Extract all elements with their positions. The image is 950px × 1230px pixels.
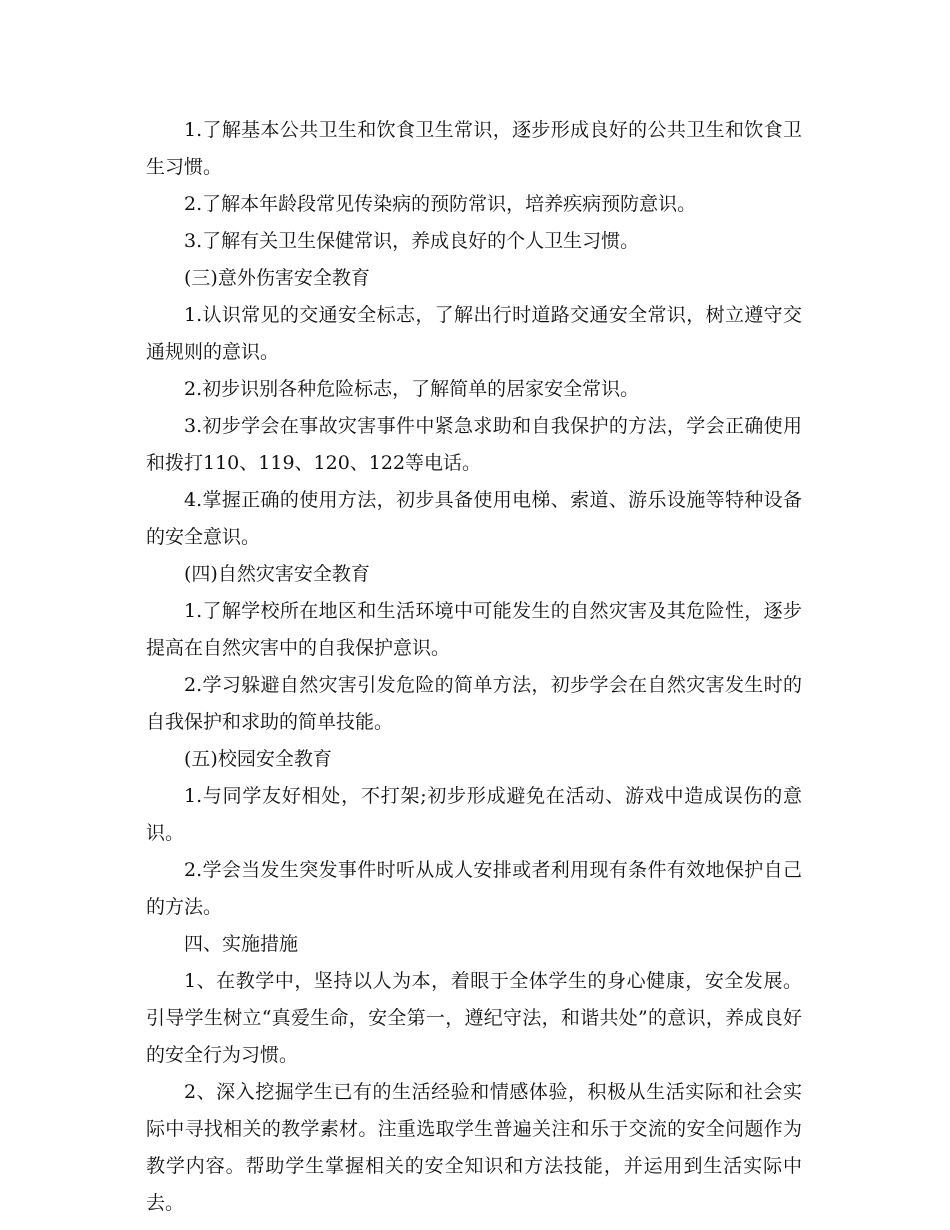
section-heading-campus-safety: (五)校园安全教育 bbox=[184, 748, 332, 770]
paragraph-accident-4: 4.掌握正确的使用方法，初步具备使用电梯、索道、游乐设施等特种设备的安全意识。 bbox=[146, 489, 802, 548]
paragraph-campus-1: 1.与同学友好相处，不打架;初步形成避免在活动、游戏中造成误伤的意识。 bbox=[146, 785, 802, 844]
paragraph-hygiene-1: 1.了解基本公共卫生和饮食卫生常识，逐步形成良好的公共卫生和饮食卫生习惯。 bbox=[146, 119, 802, 178]
paragraph-campus-2: 2.学会当发生突发事件时听从成人安排或者利用现有条件有效地保护自己的方法。 bbox=[146, 859, 802, 918]
paragraph-hygiene-2: 2.了解本年龄段常见传染病的预防常识，培养疾病预防意识。 bbox=[184, 193, 697, 215]
paragraph-disaster-1: 1.了解学校所在地区和生活环境中可能发生的自然灾害及其危险性，逐步提高在自然灾害中的自我保护意识。 bbox=[146, 600, 802, 659]
section-heading-accident-safety: (三)意外伤害安全教育 bbox=[184, 267, 370, 289]
section-heading-natural-disaster: (四)自然灾害安全教育 bbox=[184, 563, 370, 585]
document-body bbox=[146, 112, 802, 1222]
paragraph-accident-3: 3.初步学会在事故灾害事件中紧急求助和自我保护的方法，学会正确使用和拨打110、119、120、122等电话。 bbox=[146, 415, 802, 474]
paragraph-measures-1: 1、在教学中，坚持以人为本，着眼于全体学生的身心健康，安全发展。引导学生树立“真爱生命，安全第一，遵纪守法，和谐共处”的意识，养成良好的安全行为习惯。 bbox=[146, 970, 802, 1066]
paragraph-accident-2: 2.初步识别各种危险标志，了解简单的居家安全常识。 bbox=[184, 378, 640, 400]
paragraph-measures-2: 2、深入挖掘学生已有的生活经验和情感体验，积极从生活实际和社会实际中寻找相关的教学素材。注重选取学生普遍关注和乐于交流的安全问题作为教学内容。帮助学生掌握相关的安全知识和方法技能，并运用到生活实际中去。 bbox=[146, 1081, 802, 1214]
paragraph-accident-1: 1.认识常见的交通安全标志，了解出行时道路交通安全常识，树立遵守交通规则的意识。 bbox=[146, 304, 802, 363]
section-heading-measures: 四、实施措施 bbox=[184, 933, 299, 955]
paragraph-hygiene-3: 3.了解有关卫生保健常识，养成良好的个人卫生习惯。 bbox=[184, 230, 640, 252]
paragraph-disaster-2: 2.学习躲避自然灾害引发危险的简单方法，初步学会在自然灾害发生时的自我保护和求助的简单技能。 bbox=[146, 674, 802, 733]
